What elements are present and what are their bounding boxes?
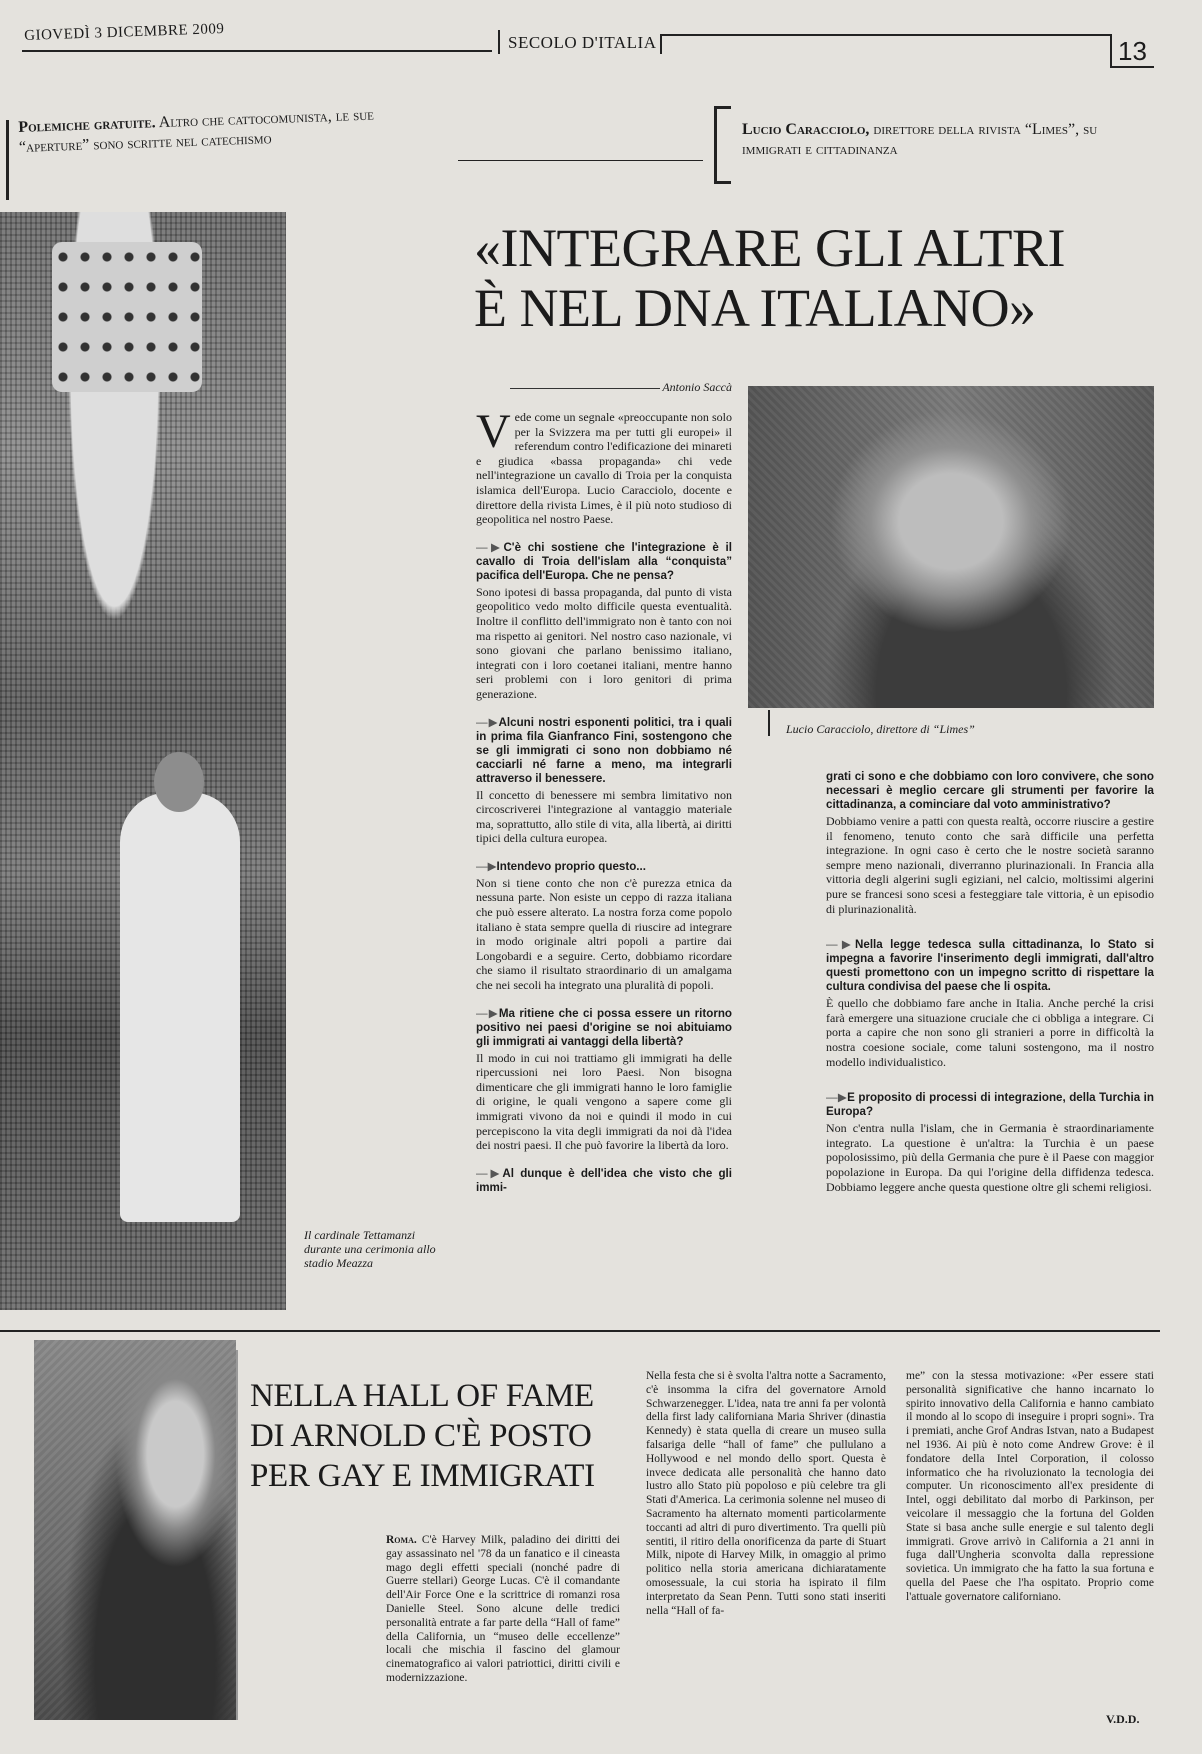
question-4: —▶Ma ritiene che ci possa essere un ritorno positivo nei paesi d'origine se noi abituiamo gli immigrati ai vantaggi della libertà? bbox=[476, 1006, 732, 1048]
kicker-right bbox=[742, 120, 1142, 160]
answer-3: Non si tiene conto che non c'è purezza etnica da nessuna parte. Non esiste un ceppo di razza italiana che può essere alterato. La nostra forza come popolo italiano è stata sempre quella di riuscire ad integrare in modo originale altri popoli a partire dai Longobardi e a seguire. Certo, dobbiamo ricordare che siamo il risultato straordinario di un amalgama che nei secoli ha integrato una pluralità di popoli. bbox=[476, 875, 732, 993]
cardinal-figure bbox=[120, 792, 240, 1222]
kicker-bracket bbox=[714, 106, 731, 184]
question-5-continued: grati ci sono e che dobbiamo con loro convivere, che sono necessari è meglio cercare gli strumenti per favorire la cittadinanza, a cominciare dal voto amministrativo? bbox=[826, 770, 1154, 811]
bottom-lead-place: Roma. bbox=[386, 1534, 417, 1546]
answer-1: Sono ipotesi di bassa propaganda, dal punto di vista geopolitico vedo molto difficile questa eventualità. Inoltre il conflitto dell'immigrato non è tanto con noi ma rispetto ai genitori. Nel nostro caso nazionale, vi sono giovani che parlano benissimo italiano, integrati con i loro coetanei italiani, mentre hanno seri problemi con i loro genitori di prima generazione. bbox=[476, 584, 732, 701]
question-1: —▶C'è chi sostiene che l'integrazione è il cavallo di Troia dell'islam alla “conquista” pacifica dell'Europa. Che ne pensa? bbox=[476, 540, 733, 582]
question-6: —▶Nella legge tedesca sulla cittadinanza, lo Stato si impegna a favorire l'inserimento degli immigrati, dall'altro questi promettono con un impegno scritto di rispettare la cultura condivisa del paese che li ospita. bbox=[826, 938, 1154, 994]
question-3: —▶Intendevo proprio questo... bbox=[476, 859, 646, 873]
question-7: —▶E proposito di processi di integrazione, della Turchia in Europa? bbox=[826, 1091, 1154, 1119]
bottom-signature: V.D.D. bbox=[1106, 1712, 1140, 1726]
intro-paragraph bbox=[476, 405, 732, 527]
intro-text: ede come un segnale «preoccupante non solo per la Svizzera ma per tutti gli europei» il referendum contro l'edificazione dei minareti e giudica «bassa propaganda» chi vede nell'integrazione un cavallo di Troia per la conquista islamica dell'Europa. Lucio Caracciolo, docente e direttore della rivista Limes, è il più noto studioso di geopolitica nel nostro Paese. bbox=[476, 410, 732, 527]
kicker-left bbox=[18, 103, 449, 158]
kicker-left-text: Altro che cattocomunista, le sue “aperture” sono scritte nel catechismo bbox=[18, 106, 375, 156]
answer-5: Dobbiamo venire a patti con questa realtà, occorre riuscire a gestire il fenomeno, tenuto conto che sarà difficile una perfetta integrazione. In ogni caso è certo che le nostre società saranno sempre meno nazionali, diverranno plurinazionali. In Francia alla vittoria degli algerini sugli egiziani, nel calcio, moltissimi algerini pure se francesi sono scesi a festeggiare tale vittoria, è un episodio di plurinazionalità. bbox=[826, 814, 1154, 916]
answer-2: Il concetto di benessere mi sembra limitativo non circoscriverei l'integrazione al vantaggio materiale ma, soprattutto, allo stile di vita, alla libertà, ai diritti tipici della cultura europea. bbox=[476, 787, 732, 846]
headline-line-2: È NEL DNA ITALIANO» bbox=[474, 278, 1036, 338]
bottom-headline bbox=[250, 1376, 650, 1496]
issue-date: GIOVEDÌ 3 DICEMBRE 2009 bbox=[24, 21, 225, 44]
bottom-column-2 bbox=[646, 1370, 886, 1618]
drop-cap: V bbox=[476, 405, 511, 458]
question-5: —▶Al dunque è dell'idea che visto che gli immi- bbox=[476, 1166, 732, 1194]
answer-7: Non c'entra nulla l'islam, che in Germania è straordinariamente integrato. La questione è un'altra: la Turchia è un paese popolosissimo, più della Germania che pure è il Paese con maggior popolazione in Europa. Da qui l'origine della diffidenza tedesca. Dobbiamo leggere anche questa questione oltre gli schemi religiosi. bbox=[826, 1121, 1154, 1194]
byline-name: Antonio Saccà bbox=[662, 380, 732, 394]
stadium-photo bbox=[0, 212, 286, 1310]
caracciolo-portrait bbox=[748, 386, 1154, 708]
page-number: 13 bbox=[1118, 36, 1147, 66]
question-2: —▶Alcuni nostri esponenti politici, tra i quali in prima fila Gianfranco Fini, sostengono che se gli immigrati ci sono non dobbiamo né cacciarli né farne a meno, ma integrarli attraverso il benessere. bbox=[476, 715, 733, 785]
kicker-right-bold: Lucio Caracciolo, bbox=[742, 121, 870, 138]
bottom-col1-text: C'è Harvey Milk, paladino dei diritti dei gay assassinato nel '78 da un fanatico e il cineasta mago degli effetti speciali (nonché padre di Guerre stellari) George Lucas. C'è il comandante dell'Air Force One e la scrittrice di romanzi rosa Danielle Steel. Sono alcune delle tredici personalità entrate a far parte della “Hall of fame” della California, un “museo delle eccellenze” locali che mischia il fascino del glamour cinematografico ai valori patriottici, diritti civili e modernizzazione. bbox=[386, 1534, 620, 1684]
answer-4: Il modo in cui noi trattiamo gli immigrati ha delle ripercussioni nei loro Paesi. Non bisogna dimenticare che gli immigrati hanno le loro famiglie di origine, le quali vengono a sapere come gli immigrati vivono da noi e quindi il modo in cui percepiscono la vita degli immigrati da noi dà l'idea dei nostri paesi. Il che può favorire la libertà da loro. bbox=[476, 1050, 732, 1153]
bottom-col2-text: Nella festa che si è svolta l'altra notte a Sacramento, c'è insomma la cifra del governatore Arnold Schwarzenegger. L'idea, nata tre anni fa per volontà della first lady californiana Maria Shriver (dinastia Kennedy) è stata quella di creare un museo sulla falsariga delle “hall of fame” che pullulano a Hollywood e nel mondo dello sport. Questa è invece dedicata alle personalità che hanno dato lustro allo Stato più popoloso e più celebre tra gli Stati d'America. La cerimonia solenne nel museo di Sacramento ha alternato momenti particolarmente toccanti ad altri di puro divertimento. Tra quelli più sentiti, il ritiro della onorificenza da parte di Stuart Milk, nipote di Harvey Milk, in omaggio al primo politico nella storia americana dichiaratamente omosessuale, la cui storia ha ispirato il film interpretato da Sean Penn. Tutti sono stati inseriti nella “Hall of fa- bbox=[646, 1370, 886, 1617]
main-headline bbox=[474, 218, 1174, 338]
bottom-column-3 bbox=[906, 1370, 1154, 1605]
answer-6: È quello che dobbiamo fare anche in Italia. Anche perché la crisi farà emergere una situazione cruciale che ci obbliga a integrare. Ci porta a capire che non sono gli stranieri a porre in difficoltà la nostra coesione sociale, come taluni sostengono, ma il nostro modello individualistico. bbox=[826, 996, 1154, 1069]
bottom-headline-line-2: DI ARNOLD C'È POSTO bbox=[250, 1418, 592, 1454]
bottom-headline-line-3: PER GAY E IMMIGRATI bbox=[250, 1458, 595, 1494]
article-column-1 bbox=[476, 405, 733, 1197]
stadium-photo-caption: Il cardinale Tettamanzi durante una cerimonia allo stadio Meazza bbox=[304, 1228, 436, 1270]
kicker-left-bold: Polemiche gratuite. bbox=[18, 114, 156, 136]
byline bbox=[476, 380, 732, 395]
article-column-2 bbox=[826, 770, 1154, 1194]
bottom-col3-text: me” con la stessa motivazione: «Per essere stati personalità significative che hanno incarnato lo spirito innovativo della California e hanno cambiato il mondo al lo scopo di inseguire i propri sogni». Tra i premiati, anche Grof Andras Istvan, nato a Budapest nel 1936. Ai più è noto come Andrew Grove: è il fondatore della Intel Corporation, il colosso informatico che ha rivoluzionato la tecnologia dei computer. Un riconoscimento all'ex presidente di Intel, oggi debilitato dal morbo di Parkinson, per veicolare il messaggio che la fortuna del Golden State si basa anche sulle energie e sul talento degli immigrati. Grove arrivò in California a 21 anni in fuga dall'Ungheria sconvolta dalla repressione sovietica. Un immigrato che ha fatto la sua fortuna e quella del Paese che l'ha ospitato. Proprio come l'attuale governatore californiano. bbox=[906, 1370, 1154, 1603]
bottom-column-1 bbox=[386, 1534, 620, 1686]
newspaper-name: SECOLO D'ITALIA bbox=[508, 33, 657, 52]
cardinal-head bbox=[154, 752, 204, 812]
bottom-headline-line-1: NELLA HALL OF FAME bbox=[250, 1378, 594, 1414]
stadium-tower bbox=[52, 242, 202, 392]
portrait-caption: Lucio Caracciolo, direttore di “Limes” bbox=[786, 722, 975, 736]
headline-line-1: «INTEGRARE GLI ALTRI bbox=[474, 218, 1065, 278]
kicker-right-text: direttore della rivista “Limes”, su immigrati e cittadinanza bbox=[742, 121, 1098, 158]
schwarzenegger-photo bbox=[34, 1340, 236, 1720]
byline-rule bbox=[510, 388, 660, 389]
